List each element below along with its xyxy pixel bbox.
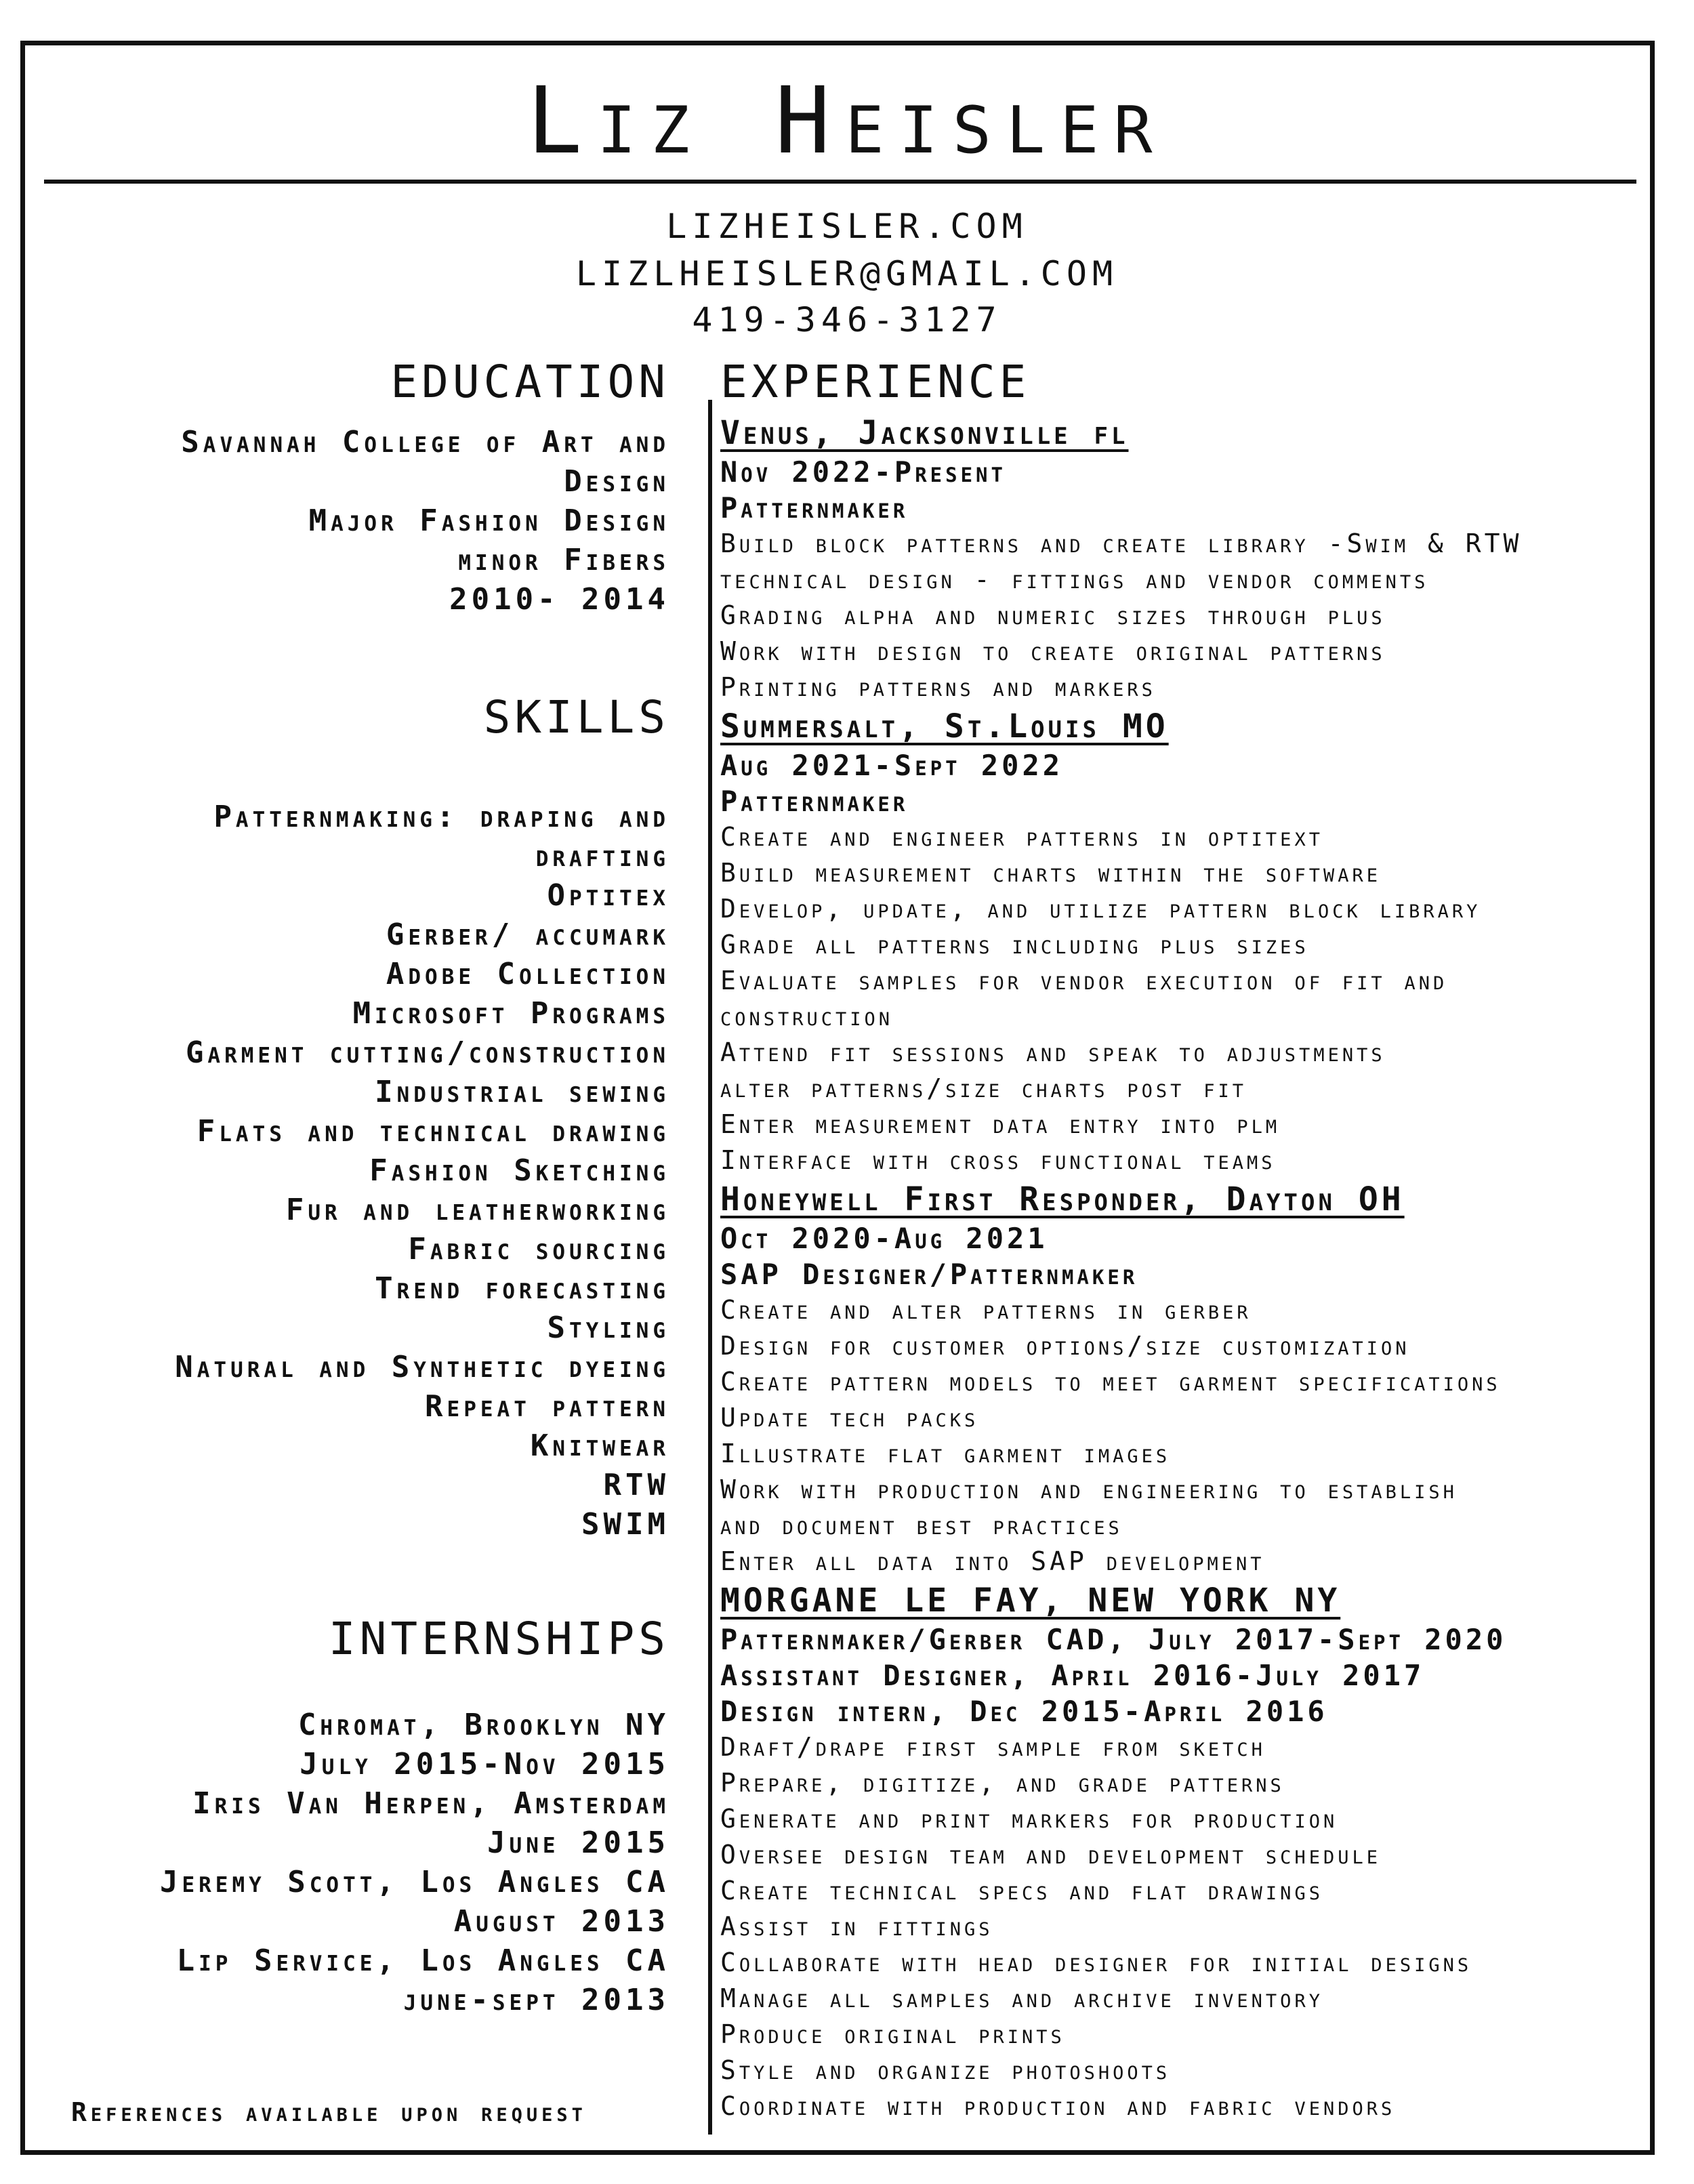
job-duty: Build block patterns and create library -Swim & RTW <box>720 529 1523 558</box>
job-duty: Collaborate with head designer for initial designs <box>720 1948 1472 1977</box>
job-entry <box>720 412 1655 705</box>
education-heading: EDUCATION <box>390 356 669 408</box>
job-company: Honeywell First Responder, Dayton OH <box>720 1180 1405 1218</box>
skill-item: Knitwear <box>530 1428 669 1463</box>
job-duty: Work with production and engineering to establish <box>720 1475 1458 1504</box>
job-duty: Grading alpha and numeric sizes through plus <box>720 600 1386 630</box>
job-duty: Illustrate flat garment images <box>720 1439 1171 1468</box>
job-duty: Generate and print markers for production <box>720 1804 1338 1834</box>
job-duty: Create and engineer patterns in optitext <box>720 822 1323 852</box>
internship-line: August 2013 <box>453 1904 669 1939</box>
skill-item: Fabric sourcing <box>408 1232 669 1266</box>
job-role-dates: Oct 2020-Aug 2021 <box>720 1222 1048 1255</box>
job-duty: Produce original prints <box>720 2019 1065 2049</box>
job-role-dates: Design intern, Dec 2015-April 2016 <box>720 1695 1328 1728</box>
job-company: Summersalt, St.Louis MO <box>720 707 1169 745</box>
job-duty: Enter all data into SAP development <box>720 1546 1265 1576</box>
job-company: MORGANE LE FAY, NEW YORK NY <box>720 1582 1341 1620</box>
education-line: 2010- 2014 <box>449 582 669 617</box>
job-duty: Assist in fittings <box>720 1912 993 1941</box>
job-role-dates: Patternmaker <box>720 491 909 524</box>
internship-line: July 2015-Nov 2015 <box>299 1747 669 1781</box>
job-duty: Evaluate samples for vendor execution of fit and <box>720 966 1448 995</box>
skill-item: Industrial sewing <box>375 1075 669 1109</box>
job-duty: Coordinate with production and fabric vendors <box>720 2091 1396 2121</box>
job-role-dates: Aug 2021-Sept 2022 <box>720 749 1064 782</box>
skill-item: Flats and technical drawing <box>197 1114 669 1149</box>
job-duty: Attend fit sessions and speak to adjustments <box>720 1037 1386 1067</box>
internships-section <box>54 1613 669 2020</box>
job-role-dates: Nov 2022-Present <box>720 455 1006 489</box>
education-line: Design <box>564 464 669 499</box>
internship-line: june-sept 2013 <box>403 1983 669 2017</box>
internship-line: Iris Van Herpen, Amsterdam <box>192 1786 669 1821</box>
job-role-dates: Patternmaker/Gerber CAD, July 2017-Sept 2020 <box>720 1623 1507 1656</box>
skill-item: Adobe Collection <box>386 957 669 991</box>
internship-line: Chromat, Brooklyn NY <box>297 1708 669 1742</box>
skill-item: Fur and leatherworking <box>285 1193 669 1227</box>
job-entry <box>720 1580 1655 2124</box>
education-section <box>54 356 669 619</box>
website-link[interactable]: LIZHEISLER.COM <box>666 207 1028 246</box>
job-duty: Printing patterns and markers <box>720 672 1156 702</box>
job-duty: Grade all patterns including plus sizes <box>720 930 1309 960</box>
job-duty: Enter measurement data entry into plm <box>720 1109 1281 1139</box>
education-line: minor Fibers <box>458 543 669 577</box>
column-divider <box>708 400 712 2135</box>
job-duty: Oversee design team and development schedule <box>720 1840 1381 1870</box>
skill-item: Styling <box>547 1311 669 1345</box>
education-line: Savannah College of Art and <box>181 425 669 459</box>
job-duty: technical design - fittings and vendor comments <box>720 564 1429 594</box>
experience-section <box>720 356 1655 2124</box>
job-duty: Update tech packs <box>720 1403 979 1433</box>
job-duty: Style and organize photoshoots <box>720 2055 1171 2085</box>
skill-item: Fashion Sketching <box>369 1153 669 1188</box>
skill-item: RTW <box>603 1468 669 1502</box>
experience-heading: EXPERIENCE <box>720 356 1031 408</box>
job-role-dates: Assistant Designer, April 2016-July 2017 <box>720 1659 1425 1692</box>
skill-item: Trend forecasting <box>375 1271 669 1306</box>
skill-item: Repeat pattern <box>425 1389 669 1424</box>
job-duty: Manage all samples and archive inventory <box>720 1983 1323 2013</box>
skill-item: drafting <box>535 839 669 873</box>
skill-item: Microsoft Programs <box>352 996 669 1031</box>
skill-item: Optitex <box>547 878 669 913</box>
internship-line: June 2015 <box>487 1826 669 1860</box>
internship-line: Lip Service, Los Angles CA <box>176 1943 669 1978</box>
job-duty: construction <box>720 1002 894 1031</box>
job-duty: and document best practices <box>720 1510 1123 1540</box>
job-duty: Draft/drape first sample from sketch <box>720 1732 1266 1762</box>
skill-item: Natural and Synthetic dyeing <box>175 1350 669 1384</box>
job-entry <box>720 705 1655 1178</box>
internships-heading: INTERNSHIPS <box>328 1613 669 1665</box>
skill-item: Patternmaking: draping and <box>213 800 669 834</box>
job-duty: Develop, update, and utilize pattern block library <box>720 894 1481 924</box>
skills-section <box>54 691 669 1544</box>
email-link[interactable]: LIZLHEISLER@GMAIL.COM <box>575 254 1119 293</box>
phone-number: 419-346-3127 <box>692 300 1002 339</box>
job-duty: alter patterns/size charts post fit <box>720 1073 1247 1103</box>
job-duty: Work with design to create original patterns <box>720 636 1386 666</box>
job-duty: Create and alter patterns in gerber <box>720 1295 1252 1325</box>
references-note: References available upon request <box>71 2097 587 2127</box>
resume-name: Liz Heisler <box>526 68 1168 175</box>
job-duty: Create technical specs and flat drawings <box>720 1876 1323 1905</box>
job-entry <box>720 1178 1655 1580</box>
skill-item: Gerber/ accumark <box>386 918 669 952</box>
job-duty: Build measurement charts within the software <box>720 858 1381 888</box>
skills-heading: SKILLS <box>483 691 669 743</box>
job-company: Venus, Jacksonville fl <box>720 414 1129 452</box>
job-duty: Design for customer options/size customization <box>720 1331 1410 1361</box>
skill-item: Garment cutting/construction <box>185 1035 669 1070</box>
skill-item: SWIM <box>581 1507 669 1542</box>
education-line: Major Fashion Design <box>308 503 669 538</box>
job-duty: Prepare, digitize, and grade patterns <box>720 1768 1285 1798</box>
job-duty: Create pattern models to meet garment specifications <box>720 1367 1501 1397</box>
job-duty: Interface with cross functional teams <box>720 1145 1276 1175</box>
job-role-dates: Patternmaker <box>720 785 909 818</box>
internship-line: Jeremy Scott, Los Angles CA <box>159 1865 669 1899</box>
header-rule <box>44 180 1636 184</box>
job-role-dates: SAP Designer/Patternmaker <box>720 1258 1138 1291</box>
